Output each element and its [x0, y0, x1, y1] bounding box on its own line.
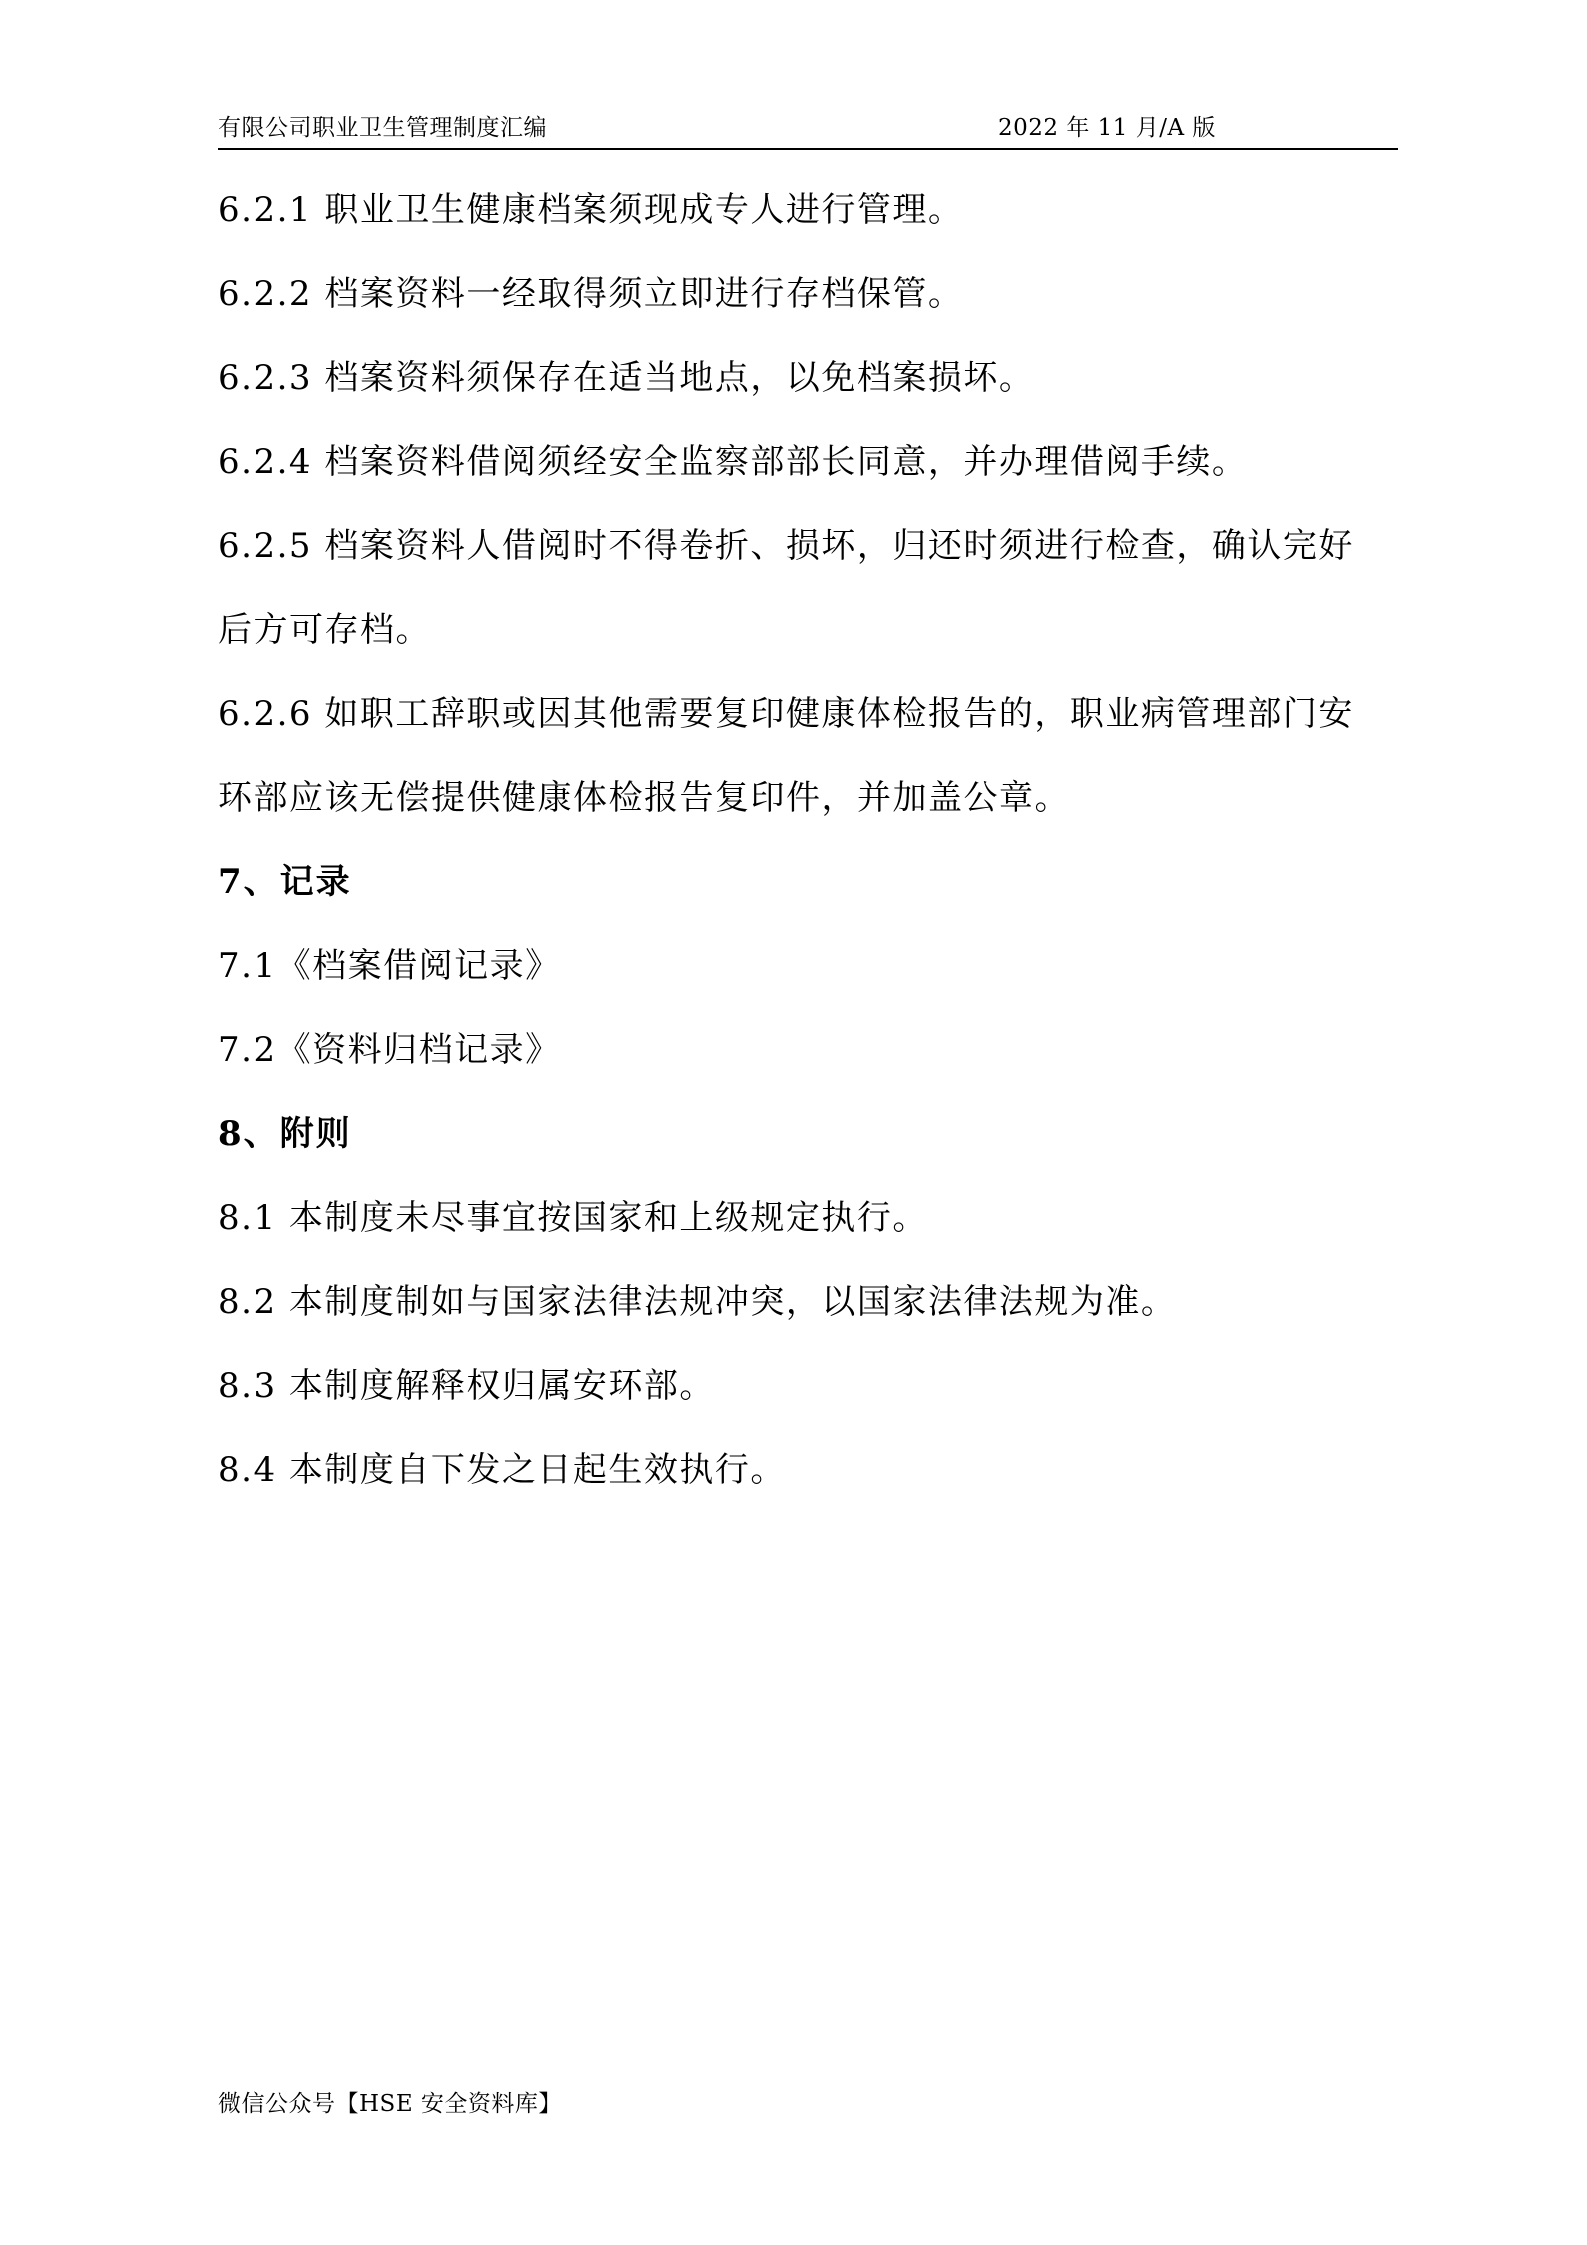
clause-6-2-5-line1: 6.2.5 档案资料人借阅时不得卷折、损坏，归还时须进行检查，确认完好	[218, 526, 1354, 566]
clause-6-2-6-line1: 6.2.6 如职工辞职或因其他需要复印健康体检报告的，职业病管理部门安	[218, 694, 1354, 734]
clause-7-1: 7.1《档案借阅记录》	[218, 946, 561, 986]
clause-6-2-5-line2: 后方可存档。	[218, 610, 431, 650]
page-header	[218, 112, 1398, 150]
document-title: 有限公司职业卫生管理制度汇编	[218, 115, 547, 141]
clause-7-2: 7.2《资料归档记录》	[218, 1030, 561, 1070]
document-version: 2022 年 11 月/A 版	[998, 115, 1216, 141]
clause-6-2-6-line2: 环部应该无偿提供健康体检报告复印件，并加盖公章。	[218, 778, 1070, 818]
clause-6-2-2: 6.2.2 档案资料一经取得须立即进行存档保管。	[218, 274, 964, 314]
document-body	[218, 168, 1398, 1512]
clause-8-3: 8.3 本制度解释权归属安环部。	[218, 1366, 715, 1406]
section-heading-records: 7、记录	[218, 862, 352, 902]
page-footer: 微信公众号【HSE 安全资料库】	[218, 2091, 562, 2117]
section-heading-supplementary: 8、附则	[218, 1114, 352, 1154]
clause-8-1: 8.1 本制度未尽事宜按国家和上级规定执行。	[218, 1198, 928, 1238]
clause-6-2-1: 6.2.1 职业卫生健康档案须现成专人进行管理。	[218, 190, 964, 230]
clause-8-4: 8.4 本制度自下发之日起生效执行。	[218, 1450, 786, 1490]
clause-8-2: 8.2 本制度制如与国家法律法规冲突，以国家法律法规为准。	[218, 1282, 1177, 1322]
clause-6-2-3: 6.2.3 档案资料须保存在适当地点，以免档案损坏。	[218, 358, 1035, 398]
clause-6-2-4: 6.2.4 档案资料借阅须经安全监察部部长同意，并办理借阅手续。	[218, 442, 1248, 482]
